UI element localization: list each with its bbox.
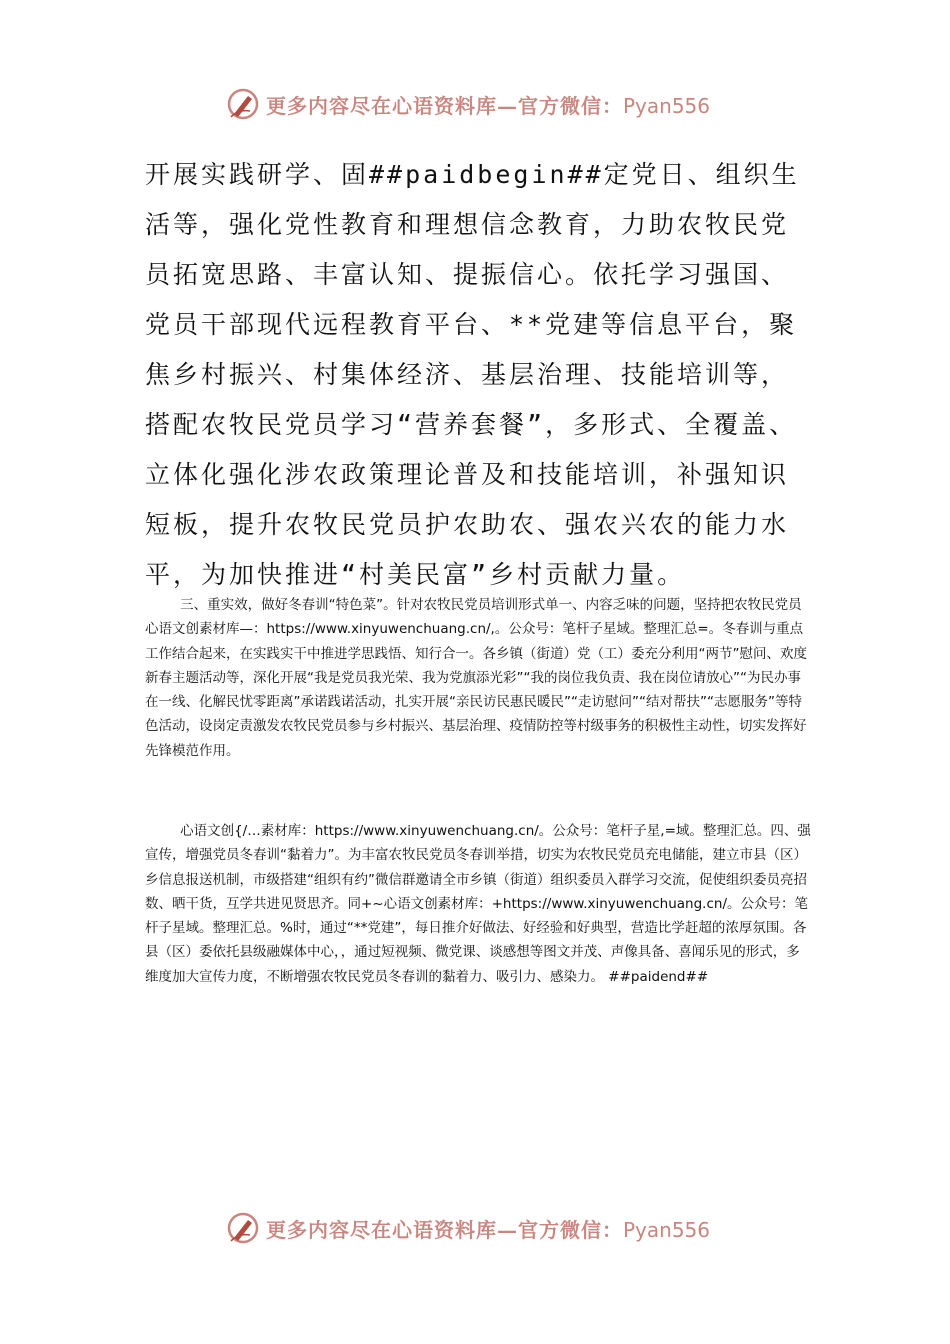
- footer-banner-contact: Pyan556: [623, 1217, 711, 1242]
- paragraph-3: 三、重实效，做好冬春训“特色菜”。针对农牧民党员培训形式单一、内容乏味的问题，坚持把农牧民党员心语文创素材库—：https://www.xinyuwenchuang.cn/,。公众号：笔杆子星域。整理汇总=。冬春训与重点工作结合起来，在实践实干中推进学思践悟、知行合一。各乡镇（街道）党（工）委充分利用“两节”慰问、欢度新春主题活动等，深化开展“我是党员我光荣、我为党旗添光彩”“我的岗位我负责、我在岗位请放心”“为民办事在一线、化解民忧零距离”承诺践诺活动，扎实开展“亲民访民惠民暖民”“走访慰问”“结对帮扶”“志愿服务”等特色活动，设岗定责激发农牧民党员参与乡村振兴、基层治理、疫情防控等村级事务的积极性主动性，切实发挥好先锋模范作用。: [145, 597, 807, 759]
- header-banner: [226, 84, 746, 124]
- large-paragraph: 开展实践研学、固##paidbegin##定党日、组织生活等，强化党性教育和理想信念教育，力助农牧民党员拓宽思路、丰富认知、提振信心。依托学习强国、党员干部现代远程教育平台、**党建等信息平台，聚焦乡村振兴、村集体经济、基层治理、技能培训等，搭配农牧民党员学习“营养套餐”，多形式、全覆盖、立体化强化涉农政策理论普及和技能培训，补强知识短板，提升农牧民党员护农助农、强农兴农的能力水平，为加快推进“村美民富”乡村贡献力量。: [145, 160, 800, 589]
- footer-banner: [226, 1208, 746, 1248]
- pen-circle-icon: [226, 87, 260, 121]
- pen-circle-icon: [226, 1211, 260, 1245]
- header-banner-contact: Pyan556: [623, 93, 711, 118]
- footer-banner-text: 更多内容尽在心语资料库—官方微信：Pyan556: [266, 1217, 711, 1242]
- paragraph-4: 心语文创{/…素材库：https://www.xinyuwenchuang.cn/。公众号：笔杆子星,=域。整理汇总。四、强宣传，增强党员冬春训“黏着力”。为丰富农牧民党员冬春训举措，切实为农牧民党员充电储能，建立市县（区）乡信息报送机制，市级搭建“组织有约”微信群邀请全市乡镇（街道）组织委员入群学习交流，促使组织委员亮招数、晒干货，互学共进见贤思齐。同+~心语文创素材库：+https://www.xinyuwenchuang.cn/。公众号：笔杆子星域。整理汇总。%时，通过“**党建”，每日推介好做法、好经验和好典型，营造比学赶超的浓厚氛围。各县（区）委依托县级融媒体中心，，通过短视频、微党课、谈感想等图文并茂、声像具备、喜闻乐见的形式，多维度加大宣传力度，不断增强农牧民党员冬春训的黏着力、吸引力、感染力。 ##paidend##: [145, 823, 811, 985]
- header-banner-text: 更多内容尽在心语资料库—官方微信：Pyan556: [266, 93, 711, 118]
